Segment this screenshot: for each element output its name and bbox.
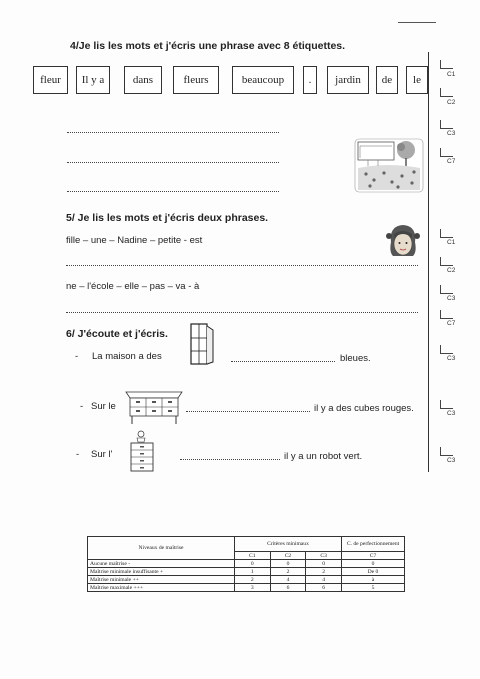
cell: 2 [270, 568, 306, 576]
checkbox-bracket[interactable] [440, 447, 453, 456]
criteria-code: C3 [447, 295, 456, 302]
criteria-code: C1 [447, 239, 456, 246]
checkbox-bracket[interactable] [440, 400, 453, 409]
garden-illustration [354, 138, 424, 193]
criteria-code: C2 [447, 267, 456, 274]
criteria-code: C3 [447, 457, 456, 464]
cell: 6 [270, 584, 306, 592]
answer-line[interactable] [67, 162, 279, 163]
cell: 5 [342, 584, 405, 592]
table-row [88, 560, 405, 568]
word-tag: jardin [327, 66, 369, 94]
cell: De 0 [342, 568, 405, 576]
answer-line[interactable] [180, 459, 280, 460]
cell: 4 [306, 576, 342, 584]
checkbox-bracket[interactable] [440, 345, 453, 354]
checkbox-bracket[interactable] [440, 310, 453, 319]
word-tag: Il y a [76, 66, 110, 94]
dresser-illustration [122, 388, 186, 426]
row-label: Maîtrise minimale insuffisante + [88, 568, 235, 576]
cell: 0 [235, 560, 271, 568]
criteria-code: C3 [447, 355, 456, 362]
sentence-3-start: Sur l' [91, 449, 113, 460]
checkbox-bracket[interactable] [440, 148, 453, 157]
scrambled-words-1: fille – une – Nadine – petite - est [66, 235, 203, 246]
word-tag: beaucoup [232, 66, 294, 94]
answer-line[interactable] [231, 361, 335, 362]
window-illustration [189, 322, 215, 366]
sentence-3-end: il y a un robot vert. [284, 451, 363, 462]
sentence-1-start: La maison a des [92, 351, 162, 362]
checkbox-bracket[interactable] [440, 285, 453, 294]
criteria-code: C3 [447, 410, 456, 417]
criteria-code: C3 [447, 130, 456, 137]
row-label: Maîtrise minimale ++ [88, 576, 235, 584]
cell: 6 [306, 584, 342, 592]
sentence-2-start: Sur le [91, 401, 116, 412]
dash: - [80, 401, 84, 412]
answer-line[interactable] [66, 265, 418, 266]
sentence-1-end: bleues. [340, 353, 371, 364]
header-perfection: C. de perfectionnement [342, 537, 405, 552]
mastery-table [87, 536, 405, 592]
exercise-4-title: 4/Je lis les mots et j'écris une phrase avec 8 étiquettes. [70, 40, 346, 52]
cell: 0 [270, 560, 306, 568]
subheader: C3 [306, 552, 342, 560]
cell: 0 [342, 560, 405, 568]
table-row [88, 568, 405, 576]
table-row [88, 584, 405, 592]
girl-illustration [383, 222, 423, 264]
word-tag: . [303, 66, 317, 94]
word-tag: de [376, 66, 398, 94]
cell: à [342, 576, 405, 584]
answer-line[interactable] [67, 132, 279, 133]
checkbox-bracket[interactable] [440, 60, 453, 69]
word-tag: le [406, 66, 428, 94]
exercise-5-title: 5/ Je lis les mots et j'écris deux phrases. [66, 212, 269, 224]
subheader: C2 [270, 552, 306, 560]
checkbox-bracket[interactable] [440, 257, 453, 266]
subheader: C1 [235, 552, 271, 560]
row-label: Aucune maîtrise - [88, 560, 235, 568]
exercise-6-title: 6/ J'écoute et j'écris. [66, 328, 168, 340]
criteria-code: C7 [447, 158, 456, 165]
scrambled-words-2: ne – l'école – elle – pas – va - à [66, 281, 200, 292]
header-mark [398, 22, 436, 23]
right-margin-line [428, 52, 429, 472]
sentence-2-end: il y a des cubes rouges. [314, 403, 414, 414]
answer-line[interactable] [186, 411, 310, 412]
criteria-code: C2 [447, 99, 456, 106]
row-label: Maîtrise maximale +++ [88, 584, 235, 592]
answer-line[interactable] [67, 191, 279, 192]
table-row [88, 576, 405, 584]
answer-line[interactable] [66, 312, 418, 313]
dash: - [76, 449, 80, 460]
criteria-code: C7 [447, 320, 456, 327]
cell: 4 [270, 576, 306, 584]
cell: 3 [235, 584, 271, 592]
criteria-code: C1 [447, 71, 456, 78]
cell: 2 [235, 576, 271, 584]
word-tag: fleurs [173, 66, 219, 94]
cell: 2 [306, 568, 342, 576]
word-tag: dans [124, 66, 162, 94]
header-minimal-criteria: Critères minimaux [235, 537, 342, 552]
word-tag: fleur [33, 66, 68, 94]
checkbox-bracket[interactable] [440, 88, 453, 97]
dash: - [75, 351, 79, 362]
cell: 1 [235, 568, 271, 576]
header-levels: Niveaux de maîtrise [88, 537, 235, 560]
cell: 0 [306, 560, 342, 568]
chest-illustration [128, 430, 158, 474]
checkbox-bracket[interactable] [440, 229, 453, 238]
subheader: C7 [342, 552, 405, 560]
checkbox-bracket[interactable] [440, 120, 453, 129]
